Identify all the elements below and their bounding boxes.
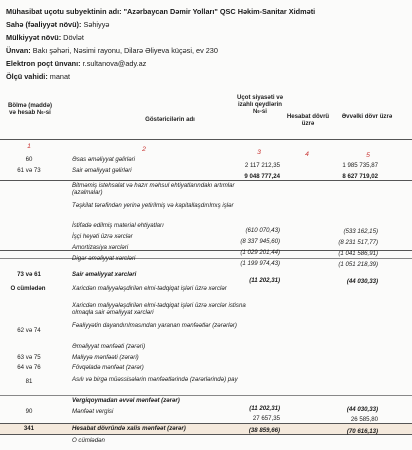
ownership-value: Dövlət <box>63 33 84 42</box>
row-code: 81 <box>25 378 33 385</box>
row-current-value: (11 202,31) <box>249 277 280 284</box>
unit-line <box>6 72 70 81</box>
col-header-previous: Əvvəlki dövr üzrə <box>341 113 393 120</box>
email-line <box>6 59 146 68</box>
row-code: 61 və 73 <box>17 167 41 174</box>
row-previous-value: (8 231 517,77) <box>338 239 378 246</box>
row-name: İşçi heyəti üzrə xərclər <box>72 233 133 240</box>
row-name: Fəaliyyətin dayandırılmasından yaranan mənfəətlər (zərərlər) <box>72 322 237 329</box>
row-name: Təşkilat tərəfindən yerinə yetirilmiş və kapitallaşdırılmış işlər <box>72 202 234 209</box>
entity-name-label: Mühasibat uçotu subyektinin adı: <box>6 7 122 16</box>
row-previous-value: 1 985 735,87 <box>342 162 378 169</box>
row-name: İstifadə edilmiş material ehtiyatları <box>72 222 164 229</box>
row-name: Bitməmiş istehsalat və hazır məhsul ehtiyatlarındakı artımlar (azalmalar) <box>72 182 235 196</box>
col-number-4: 4 <box>305 151 309 158</box>
col-header-current: Hesabat dövrü üzrə <box>286 113 330 127</box>
row-code: 341 <box>23 425 35 432</box>
email-value: r.sultanova@ady.az <box>82 59 147 68</box>
row-name: Hesabat dövründə xalis mənfəət (zərər) <box>72 425 186 432</box>
row-previous-value: (44 030,33) <box>346 406 378 413</box>
row-name: Xaricdən maliyyələşdirilən elmi-tədqiqat işləri üzrə xərclər istisna olmaqla sair əməliyyat xərcləri <box>72 302 246 316</box>
col-header-section: Bölmə (maddə) və hesab №-si <box>7 102 53 116</box>
row-previous-value: (1 041 586,91) <box>338 250 378 257</box>
row-code: 73 və 61 <box>17 271 41 278</box>
unit-label: Ölçü vahidi: <box>6 72 48 81</box>
entity-name-line <box>6 7 315 16</box>
email-label: Elektron poçt ünvanı: <box>6 59 81 68</box>
address-value: Bakı şəhəri, Nəsimi rayonu, Dilarə Əliyeva küçəsi, ev 230 <box>32 46 218 55</box>
row-code: 63 və 75 <box>17 354 41 361</box>
row-current-value: (1 199 974,43) <box>240 260 280 267</box>
row-previous-value: (533 162,15) <box>343 228 378 235</box>
activity-line <box>6 20 109 29</box>
row-previous-value: 26 585,80 <box>350 416 378 423</box>
col-number-5: 5 <box>366 152 370 159</box>
row-code: 62 və 74 <box>17 327 41 334</box>
ownership-label: Mülkiyyət növü: <box>6 33 62 42</box>
address-label: Ünvan: <box>6 46 31 55</box>
row-current-value: (11 202,31) <box>249 405 280 412</box>
row-name: Asılı və birgə müəssisələrin mənfəətlərində (zərərlərində) pay <box>72 376 238 383</box>
row-name: Vergiqoymadan əvvəl mənfəət (zərər) <box>72 397 180 404</box>
row-code: 90 <box>25 408 33 415</box>
row-current-value: 9 048 777,24 <box>244 173 280 180</box>
col-number-1: 1 <box>27 143 31 150</box>
row-current-value: (610 070,43) <box>245 227 280 234</box>
activity-value: Səhiyyə <box>83 20 110 29</box>
row-name: Sair əməliyyat xərcləri <box>72 271 137 278</box>
row-code: O cümlədən <box>10 285 46 292</box>
row-previous-value: (1 051 218,39) <box>338 261 378 268</box>
row-name: Əməliyyat mənfəəti (zərəri) <box>72 343 146 350</box>
activity-label: Sahə (fəaliyyət növü): <box>6 20 82 29</box>
row-name: Xaricdən maliyyələşdirilən elmi-tədqiqat işləri üzrə xərclər <box>72 285 227 292</box>
row-name: Əsas əməliyyat gəlirləri <box>72 156 135 163</box>
divider-after-income <box>0 180 412 181</box>
col-header-policy: Uçot siyasəti və izahlı qeydlərin №-si <box>236 94 284 115</box>
ownership-line <box>6 33 84 42</box>
row-previous-value: (70 616,13) <box>346 428 378 435</box>
row-name: Mənfəət vergisi <box>72 408 114 415</box>
row-name: Sair əməliyyat gəlirləri <box>72 167 132 174</box>
row-name: O cümlədən <box>72 437 105 444</box>
row-name: Amortizasiya xərcləri <box>72 244 129 251</box>
row-current-value: (8 337 945,60) <box>240 238 280 245</box>
row-current-value: (38 859,66) <box>248 427 280 434</box>
row-code: 60 <box>25 156 33 163</box>
col-number-3: 3 <box>257 149 261 156</box>
row-previous-value: 8 627 719,02 <box>342 173 378 180</box>
row-name: Digər əməliyyat xərcləri <box>72 255 136 262</box>
divider-before-pretax <box>0 395 412 396</box>
header-divider <box>0 139 412 140</box>
address-line <box>6 46 218 55</box>
row-name: Fövqəladə mənfəət (zərər) <box>72 364 144 371</box>
row-code: 64 və 76 <box>17 364 41 371</box>
entity-name-value: "Azərbaycan Dəmir Yolları" QSC Həkim-Sanitar Xidməti <box>123 7 316 16</box>
col-number-2: 2 <box>142 146 146 153</box>
row-name: Maliyyə mənfəəti (zərəri) <box>72 354 139 361</box>
col-header-indicator: Göstəricilərin adı <box>145 116 195 123</box>
row-current-value: 2 117 212,35 <box>244 162 280 169</box>
row-current-value: 27 657,35 <box>252 415 280 422</box>
row-current-value: (1 029 201,44) <box>240 249 280 256</box>
unit-value: manat <box>49 72 71 81</box>
divider-before-net <box>0 423 412 424</box>
row-previous-value: (44 030,33) <box>346 278 378 285</box>
